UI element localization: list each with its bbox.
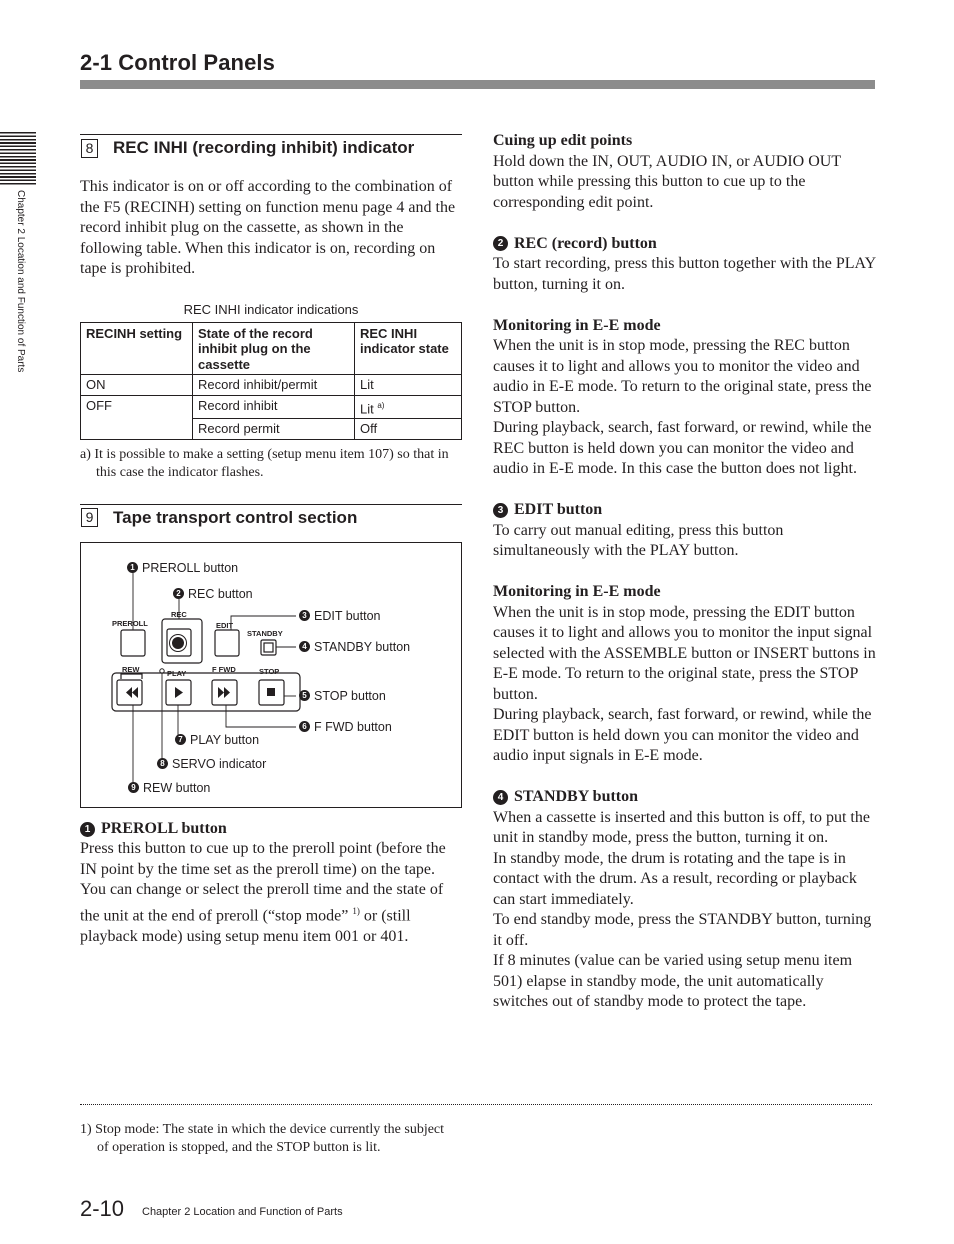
page-number: 2-10 xyxy=(80,1196,125,1221)
table-cell: ON xyxy=(81,375,193,396)
preroll-button-shape xyxy=(121,630,145,656)
callout-text: STOP button xyxy=(314,688,386,703)
preroll-heading xyxy=(80,819,462,840)
right-column xyxy=(493,131,877,1013)
ee1-p1: When the unit is in stop mode, pressing the REC button causes it to light and allows you to monitor the video and audio in E-E mode. To return to the original state, press the STOP button. xyxy=(493,337,872,416)
table-cell xyxy=(355,395,462,419)
callout-text: PLAY button xyxy=(190,732,260,747)
footnote: 1) Stop mode: The state in which the device currently the subject of operation is stopped, and the STOP button is lit. xyxy=(80,1122,445,1155)
standby-p4: If 8 minutes (value can be varied using setup menu item 501) elapse in standby mode, the unit automatically switches out of standby mode to protect the tape. xyxy=(493,952,853,1010)
table-cell: Record inhibit xyxy=(193,395,355,419)
standby-p3: To end standby mode, press the STANDBY button, turning it off. xyxy=(493,911,872,949)
table-footnote-ref: a) xyxy=(377,400,385,410)
standby-number: 4 xyxy=(493,790,508,805)
table-cell: OFF xyxy=(81,395,193,439)
callout-number: 2 xyxy=(173,588,184,599)
callout-text: PREROLL button xyxy=(142,560,239,575)
callout-number: 1 xyxy=(127,562,138,573)
preroll-body-text: Press this button to cue up to the preroll point (before the IN point by the time set as the preroll time) on the tape. You can change or select the preroll time and the state of the unit at the end of preroll (“stop mode” xyxy=(80,840,446,925)
chapter-tab-stripes xyxy=(0,132,36,186)
standby-button-inner xyxy=(264,643,273,652)
table-header: REC INHI indicator state xyxy=(355,322,462,375)
preroll-title: PREROLL button xyxy=(101,819,227,837)
callout-text: STANDBY button xyxy=(314,639,411,654)
callout-preroll xyxy=(127,561,238,575)
panel-label-ffwd: F FWD xyxy=(212,664,236,674)
table-cell: Record permit xyxy=(193,419,355,440)
tape-transport-diagram xyxy=(80,542,462,808)
preroll-number: 1 xyxy=(80,822,95,837)
callout-edit xyxy=(299,609,380,623)
table-header: State of the record inhibit plug on the cassette xyxy=(193,322,355,375)
cuing-heading: Cuing up edit points xyxy=(493,132,633,149)
section-8-number: 8 xyxy=(81,139,98,158)
rec-inhi-table xyxy=(80,322,462,440)
preroll-body xyxy=(80,839,462,947)
callout-number: 4 xyxy=(299,641,310,652)
chapter-tab-label: Chapter 2 Location and Function of Parts xyxy=(15,190,26,373)
callout-standby xyxy=(299,640,410,654)
callout-text: EDIT button xyxy=(314,608,381,623)
preroll-body-text-end: or (still playback mode) using setup menu item 001 or 401. xyxy=(80,907,411,945)
section-8-title: REC INHI (recording inhibit) indicator xyxy=(113,138,415,157)
edit-body: To carry out manual editing, press this button simultaneously with the PLAY button. xyxy=(493,521,784,559)
callout-number: 5 xyxy=(299,690,310,701)
standby-p2: In standby mode, the drum is rotating and the tape is in contact with the drum. As a result, recording or playback can start immediately. xyxy=(493,849,857,908)
rec-heading xyxy=(493,234,877,255)
callout-text: REC button xyxy=(188,586,253,601)
panel-label-rew: REW xyxy=(122,664,140,674)
table-row xyxy=(81,375,462,396)
table-cell-value: Lit xyxy=(360,400,374,416)
table-caption: REC INHI indicator indications xyxy=(183,301,359,317)
rec-body: To start recording, press this button together with the PLAY button, turning it on. xyxy=(493,255,876,293)
left-column xyxy=(80,134,462,947)
ee1-p2: During playback, search, fast forward, or rewind, while the REC button is held down you can monitor the video and audio in E-E mode. In this case the button does not light. xyxy=(493,419,872,477)
table-cell: Lit xyxy=(355,375,462,396)
standby-p1: When a cassette is inserted and this button is off, to put the unit in standby mode, press the button, turning it on. xyxy=(493,808,870,846)
ee-heading-1: Monitoring in E-E mode xyxy=(493,316,661,334)
panel-label-stop: STOP xyxy=(259,666,280,676)
footnote-ref: 1) xyxy=(352,905,360,916)
table-cell: Off xyxy=(355,419,462,440)
footer-chapter: Chapter 2 Location and Function of Parts xyxy=(142,1206,343,1218)
callout-rew xyxy=(128,781,210,795)
callout-number: 7 xyxy=(175,734,186,745)
rec-number: 2 xyxy=(493,236,508,251)
callout-number: 6 xyxy=(299,721,310,732)
ee2-p2: During playback, search, fast forward, or rewind, while the EDIT button is held down you can monitor the video and audio input signals in E-E mode. xyxy=(493,706,872,764)
standby-button-shape xyxy=(261,640,276,655)
callout-text: REW button xyxy=(143,780,211,795)
panel-label-rec: REC xyxy=(171,609,187,619)
section-9-number: 9 xyxy=(81,508,98,527)
section-9-title: Tape transport control section xyxy=(113,507,358,527)
footnote-divider xyxy=(80,1104,872,1105)
standby-heading xyxy=(493,787,877,808)
edit-number: 3 xyxy=(493,503,508,518)
callout-number: 9 xyxy=(128,782,139,793)
callout-servo xyxy=(157,757,266,771)
section-8-heading xyxy=(80,134,462,160)
callout-play xyxy=(175,733,259,747)
table-header-row xyxy=(81,322,462,375)
callout-number: 3 xyxy=(299,610,310,621)
edit-title: EDIT button xyxy=(514,501,603,518)
callout-ffwd xyxy=(299,720,392,734)
header-bar xyxy=(80,80,875,89)
table-footnote: a) It is possible to make a setting (setup menu item 107) so that in this case the indicator flashes. xyxy=(80,446,449,480)
ee2-p1: When the unit is in stop mode, pressing the EDIT button causes it to light and allows you to monitor the input signal selected with the ASSEMBLE button or INSERT buttons in E-E mode. To return to the original state, press the STOP button. xyxy=(493,603,876,703)
table-header: RECINH setting xyxy=(81,322,193,375)
panel-label-standby: STANDBY xyxy=(247,628,283,638)
panel-label-play: PLAY xyxy=(167,668,187,678)
panel-label-edit: EDIT xyxy=(216,620,234,630)
edit-button-shape xyxy=(215,630,239,656)
page-title: 2-1 Control Panels xyxy=(80,50,275,75)
edit-heading xyxy=(493,500,877,521)
section-8-body: This indicator is on or off according to the combination of the F5 (RECINH) setting on function menu page 4 and the record inhibit plug on the cassette, as shown in the following table. When this indicator is on, recording on tape is prohibited. xyxy=(80,178,456,277)
callout-text: F FWD button xyxy=(314,719,392,734)
section-9-heading xyxy=(80,504,462,530)
callout-rec xyxy=(173,587,253,601)
cuing-body: Hold down the IN, OUT, AUDIO IN, or AUDIO OUT button while pressing this button to cue up to the corresponding edit point. xyxy=(493,152,841,211)
table-cell: Record inhibit/permit xyxy=(193,375,355,396)
standby-title: STANDBY button xyxy=(514,788,639,805)
table-row xyxy=(81,395,462,419)
callout-stop xyxy=(299,689,386,703)
callout-text: SERVO indicator xyxy=(172,756,267,771)
panel-label-preroll: PREROLL xyxy=(112,618,148,628)
callout-number: 8 xyxy=(157,758,168,769)
ee-heading-2: Monitoring in E-E mode xyxy=(493,583,661,600)
rec-title: REC (record) button xyxy=(514,234,657,252)
